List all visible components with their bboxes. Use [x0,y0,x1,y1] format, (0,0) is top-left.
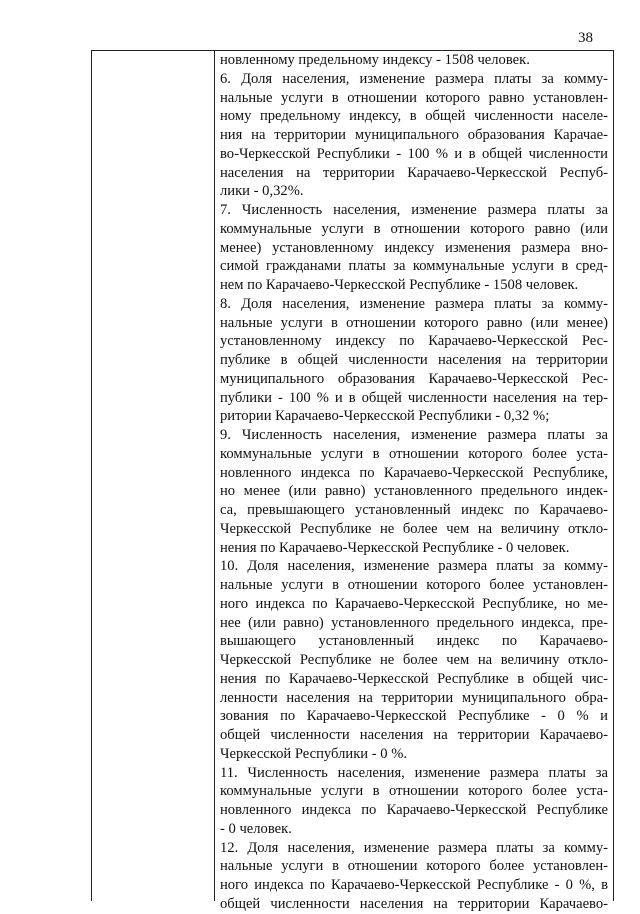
text-line: зования по Карачаево-Черкесской Республике - 0 % и [220,708,608,725]
text-line: коммунальные услуги в отношении которого более уста- [220,783,608,800]
text-line: муниципального образования Карачаево-Черкесской Рес- [220,370,608,387]
text-line: 7. Численность населения, изменение размера платы за [220,202,608,218]
text-line: ритории Карачаево-Черкесской Республики - 0,32 %; [220,408,550,425]
text-line: нальные услуги в отношении которого равно установлен- [220,89,608,106]
text-line: общей численности населения на территории Карачаево- [220,727,608,743]
text-line: нения по Карачаево-Черкесской Республике - 0 человек. [220,539,570,556]
text-line: новленному предельному индексу - 1508 человек. [220,52,530,68]
text-line: ного индекса по Карачаево-Черкесской Республике - 0 %, в [220,877,608,893]
document-table [91,50,614,912]
text-line: ния на территории муниципального образования Карачае- [220,127,608,143]
text-line: - 0 человек. [220,820,292,837]
text-line: менее) установленному индексу изменения размера вно- [220,239,608,256]
text-line: Черкесской Республики - 0 %. [220,745,408,762]
text-line: симой гражданами платы за коммунальные услуги в сред- [220,258,608,275]
text-line: новленного индекса по Карачаево-Черкесской Республике, [220,464,608,481]
text-line: коммунальные услуги в отношении которого равно (или [220,220,608,237]
text-line: общей численности населения на территории Карачаево- [220,895,608,912]
text-line: 8. Доля населения, изменение размера платы за комму- [220,295,608,312]
text-line: ленности населения на территории муниципального обра- [220,689,608,706]
text-line: населения на территории Карачаево-Черкесской Респуб- [220,164,608,181]
text-line: ному предельному индексу, в общей численности населе- [220,108,608,125]
text-line: 12. Доля населения, изменение размера платы за комму- [220,839,608,856]
table-text-column [215,51,613,912]
text-line: 10. Доля населения, изменение размера платы за комму- [220,558,608,575]
text-line: ного индекса по Карачаево-Черкесской Республике, но ме- [220,595,608,612]
text-line: новленного индекса по Карачаево-Черкесской Республике [220,802,608,818]
text-line: публике в общей численности населения на территории [220,352,608,368]
text-line: нения по Карачаево-Черкесской Республике в общей чис- [220,670,608,687]
text-line: Черкесской Республике не более чем на величину откло- [220,520,608,537]
text-line: са, превышающего установленный индекс по Карачаево- [220,502,608,518]
text-line: публики - 100 % и в общей численности населения на тер- [220,389,608,406]
text-line: 11. Численность населения, изменение размера платы за [220,764,608,781]
text-line: нальные услуги в отношении которого более установлен- [220,577,608,593]
text-line: нальные услуги в отношении которого равно (или менее) [220,314,608,331]
text-line: во-Черкесской Республики - 100 % и в общей численности [220,145,608,162]
text-line: 9. Численность населения, изменение размера платы за [220,427,608,443]
text-line: нее (или равно) установленного предельного индекса, пре- [220,614,608,631]
page-number: 38 [578,30,593,46]
text-line: установленному индексу по Карачаево-Черкесской Рес- [220,333,608,350]
text-line: Черкесской Республике не более чем на величину откло- [220,652,608,668]
table-left-column [92,51,215,901]
text-line: вышающего установленный индекс по Карачаево- [220,633,608,650]
text-line: нальные услуги в отношении которого более установлен- [220,858,608,875]
text-line: но менее (или равно) установленного предельного индек- [220,483,608,500]
text-line: коммунальные услуги в отношении которого более уста- [220,445,608,462]
text-line: 6. Доля населения, изменение размера платы за комму- [220,70,608,87]
text-line: лики - 0,32%. [220,183,304,200]
text-line: нем по Карачаево-Черкесской Республике - 1508 человек. [220,277,579,293]
